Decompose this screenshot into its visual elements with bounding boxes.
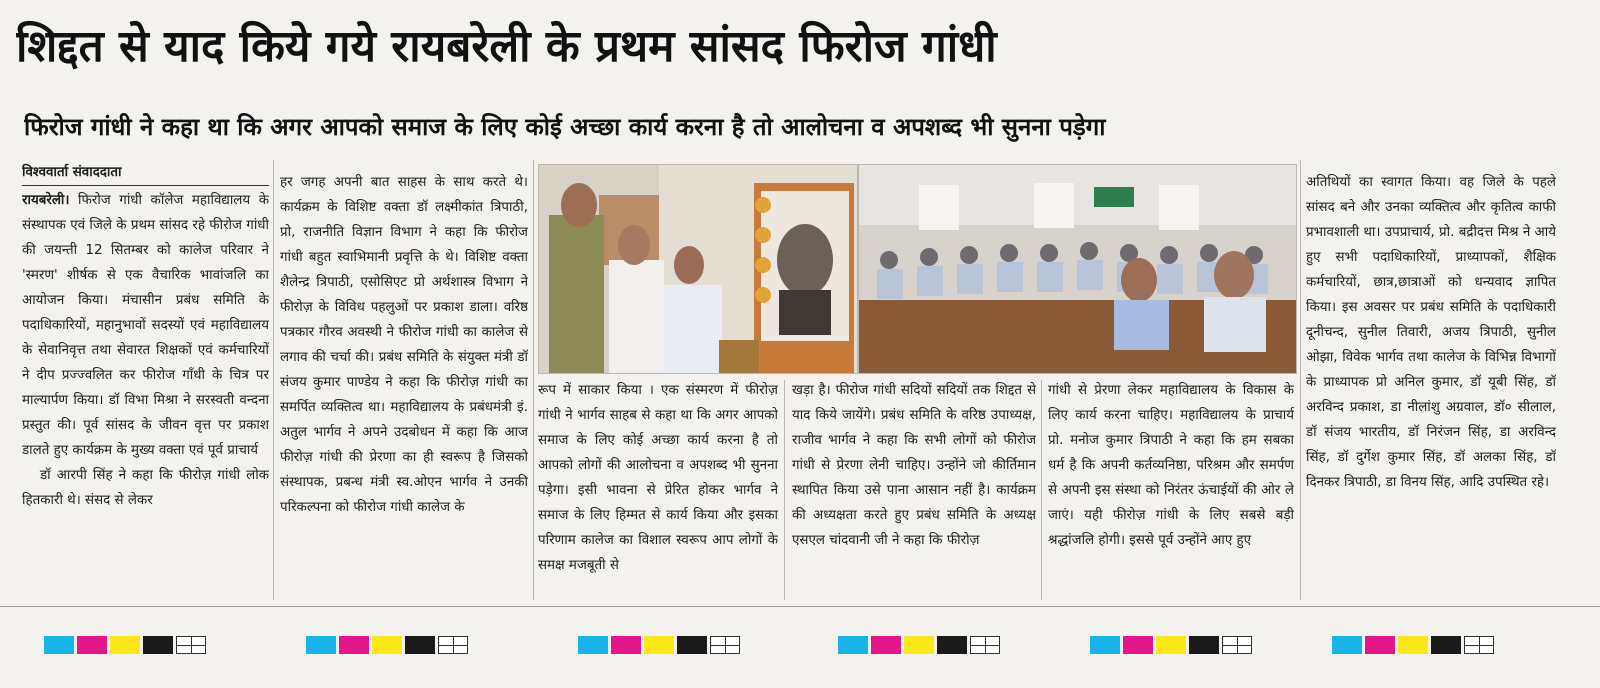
column-1-text-2: डॉ आरपी सिंह ने कहा कि फीरोज़ गांधी लोक हितकारी थे। संसद से लेकर xyxy=(22,468,269,508)
print-color-bar-4 xyxy=(838,636,1000,654)
cropped-adjacent-column xyxy=(1590,90,1598,630)
black-swatch xyxy=(677,636,707,654)
cyan-swatch xyxy=(838,636,868,654)
article-column-3 xyxy=(538,378,778,606)
photo-audience-image xyxy=(859,165,1296,373)
print-color-bar-2 xyxy=(306,636,468,654)
column-divider xyxy=(273,160,274,600)
column-6-text: अतिथियों का स्वागत किया। वह जिले के पहले सांसद बने और उनका व्यक्तित्व और कृतित्व काफी प्रभावशाली था। उपप्राचार्य, प्रो. बद्रीदत्त मिश्र ने आये हुए सभी पदाधिकारियों, प्राध्यापकों, शैक्षिक कर्मचारियों, छात्र,छात्राओं को धन्यवाद ज्ञापित किया। इस अवसर पर प्रबंध समिति के पदाधिकारी दूनीचन्द, सुनील तिवारी, अजय त्रिपाठी, सुनील ओझा, विवेक भार्गव तथा कालेज के विभिन्न विभागों के प्राध्यापक प्रो अनिल कुमार, डॉ यूबी सिंह, डॉ अरविन्द प्रकाश, डा नीलांशु अग्रवाल, डॉ० सीलाल, डॉ संजय भारतीय, डॉ निरंजन सिंह, डा अरविन्द सिंह, डॉ दुर्गेश कुमार सिंह, डॉ अलका सिंह, डॉ दिनकर त्रिपाठी, डा विनय सिंह, आदि उपस्थित रहे। xyxy=(1306,175,1556,490)
registration-mark-icon xyxy=(710,636,740,654)
black-swatch xyxy=(405,636,435,654)
byline: विश्ववार्ता संवाददाता xyxy=(22,160,269,186)
column-1-text: फिरोज गांधी कॉलेज महाविद्यालय के संस्थापक एवं जिले के प्रथम सांसद रहे फीरोज गांधी की जयन्ती 12 सितम्बर को कालेज परिवार ने 'स्मरण' शीर्षक से एक वैचारिक भावांजलि का आयोजन किया। मंचासीन प्रबंध समिति के पदाधिकारियों, महानुभावों सदस्यों एवं महाविद्यालय के सेवानिवृत्त तथा सेवारत शिक्षकों एवं कर्मचारियों ने दीप प्रज्ज्वलित कर फीरोज गाँधी के चित्र पर माल्यार्पण किया। डॉ विभा मिश्रा ने सरस्वती वन्दना प्रस्तुत की। पूर्व सांसद के जीवन वृत्त पर प्रकाश डालते हुए कार्यक्रम के मुख्य वक्ता एवं पूर्व प्राचार्य xyxy=(22,193,269,458)
cyan-swatch xyxy=(306,636,336,654)
print-color-bar-1 xyxy=(44,636,206,654)
magenta-swatch xyxy=(871,636,901,654)
cyan-swatch xyxy=(44,636,74,654)
registration-mark-icon xyxy=(1464,636,1494,654)
column-divider xyxy=(533,160,534,600)
article-column-1 xyxy=(22,160,269,606)
yellow-swatch xyxy=(110,636,140,654)
cyan-swatch xyxy=(578,636,608,654)
photo-portrait-tribute xyxy=(538,164,858,374)
magenta-swatch xyxy=(611,636,641,654)
dateline: रायबरेली। xyxy=(22,193,70,208)
magenta-swatch xyxy=(77,636,107,654)
registration-mark-icon xyxy=(176,636,206,654)
magenta-swatch xyxy=(1123,636,1153,654)
cyan-swatch xyxy=(1090,636,1120,654)
registration-mark-icon xyxy=(438,636,468,654)
column-divider xyxy=(1041,380,1042,600)
photo-portrait-tribute-image xyxy=(539,165,857,373)
article-column-4 xyxy=(792,378,1036,606)
column-divider xyxy=(1300,160,1301,600)
article-column-6 xyxy=(1306,170,1556,606)
print-color-bar-6 xyxy=(1332,636,1494,654)
magenta-swatch xyxy=(339,636,369,654)
column-1-para-2 xyxy=(22,463,269,513)
yellow-swatch xyxy=(1398,636,1428,654)
cyan-swatch xyxy=(1332,636,1362,654)
column-3-text: रूप में साकार किया । एक संस्मरण में फीरोज़ गांधी ने भार्गव साहब से कहा था कि अगर आपको समाज के लिए कोई अच्छा कार्य करना है तो आपको लोगों की आलोचना व अपशब्द भी सुनना पड़ेगा। इसी भावना से प्रेरित होकर भार्गव ने समाज के लिए हिम्मत से कार्य किया और इसका परिणाम कालेज का विशाल स्वरूप आप लोगों के समक्ष मजबूती से xyxy=(538,383,778,573)
print-color-bar-3 xyxy=(578,636,740,654)
column-5-text: गांधी से प्रेरणा लेकर महाविद्यालय के विकास के लिए कार्य करना चाहिए। महाविद्यालय के प्राचार्य प्रो. मनोज कुमार त्रिपाठी ने कहा कि हम सबका धर्म है कि अपनी कर्तव्यनिष्ठा, परिश्रम और समर्पण से अपनी इस संस्था को निरंतर ऊंचाईयों की ओर ले जाएं। यही फीरोज़ गांधी के लिए सबसे बड़ी श्रद्धांजलि होगी। इससे पूर्व उन्होंने आए हुए xyxy=(1048,383,1294,548)
photo-audience xyxy=(858,164,1297,374)
column-1-para-1 xyxy=(22,188,269,463)
yellow-swatch xyxy=(1156,636,1186,654)
column-2-text: हर जगह अपनी बात साहस के साथ करते थे। कार्यक्रम के विशिष्ट वक्ता डॉ लक्ष्मीकांत त्रिपाठी, प्रो, राजनीति विज्ञान विभाग ने कहा कि फीरोज गांधी बहुत स्वाभिमानी प्रवृत्ति के थे। विशिष्ट वक्ता शैलेन्द्र त्रिपाठी, एसोसिएट प्रो अर्थशास्त्र विभाग ने फीरोज़ के विविध पहलुओं पर प्रकाश डाला। वरिष्ठ पत्रकार गौरव अवस्थी ने फीरोज गांधी का कालेज से लगाव की चर्चा की। प्रबंध समिति के संयुक्त मंत्री डॉ संजय कुमार पाण्डेय ने कहा कि फीरोज़ गांधी का समर्पित व्यक्तित्व था। महाविद्यालय के प्रबंधमंत्री इं. अतुल भार्गव ने अपने उदबोधन में कहा कि आज फीरोज़ गांधी की प्रेरणा का ही स्वरूप है जिसको संस्थापक, प्रबन्ध मंत्री स्व.ओएन भार्गव ने उनकी परिकल्पना को फीरोज गांधी कालेज के xyxy=(280,175,528,515)
top-rule xyxy=(0,606,1600,607)
yellow-swatch xyxy=(644,636,674,654)
column-4-text: खड़ा है। फीरोज गांधी सदियों सदियों तक शिद्दत से याद किये जायेंगे। प्रबंध समिति के वरिष्ठ उपाध्यक्ष, राजीव भार्गव ने कहा कि सभी लोगों को फीरोज गांधी से प्रेरणा लेनी चाहिए। उन्होंने जो कीर्तिमान स्थापित किया उसे पाना आसान नहीं है। कार्यक्रम की अध्यक्षता करते हुए प्रबंध समिति के अध्यक्ष एसएल चांदवानी जी ने कहा कि फीरोज़ xyxy=(792,383,1036,548)
magenta-swatch xyxy=(1365,636,1395,654)
article-column-5 xyxy=(1048,378,1294,606)
black-swatch xyxy=(143,636,173,654)
subheadline: फिरोज गांधी ने कहा था कि अगर आपको समाज के लिए कोई अच्छा कार्य करना है तो आलोचना व अपशब्द भी सुनना पड़ेगा xyxy=(24,113,1106,141)
registration-mark-icon xyxy=(1222,636,1252,654)
print-color-bar-5 xyxy=(1090,636,1252,654)
black-swatch xyxy=(1431,636,1461,654)
registration-mark-icon xyxy=(970,636,1000,654)
article-column-2 xyxy=(280,170,528,606)
headline: शिद्दत से याद किये गये रायबरेली के प्रथम सांसद फिरोज गांधी xyxy=(16,21,997,72)
yellow-swatch xyxy=(372,636,402,654)
black-swatch xyxy=(937,636,967,654)
black-swatch xyxy=(1189,636,1219,654)
column-divider xyxy=(784,380,785,600)
yellow-swatch xyxy=(904,636,934,654)
